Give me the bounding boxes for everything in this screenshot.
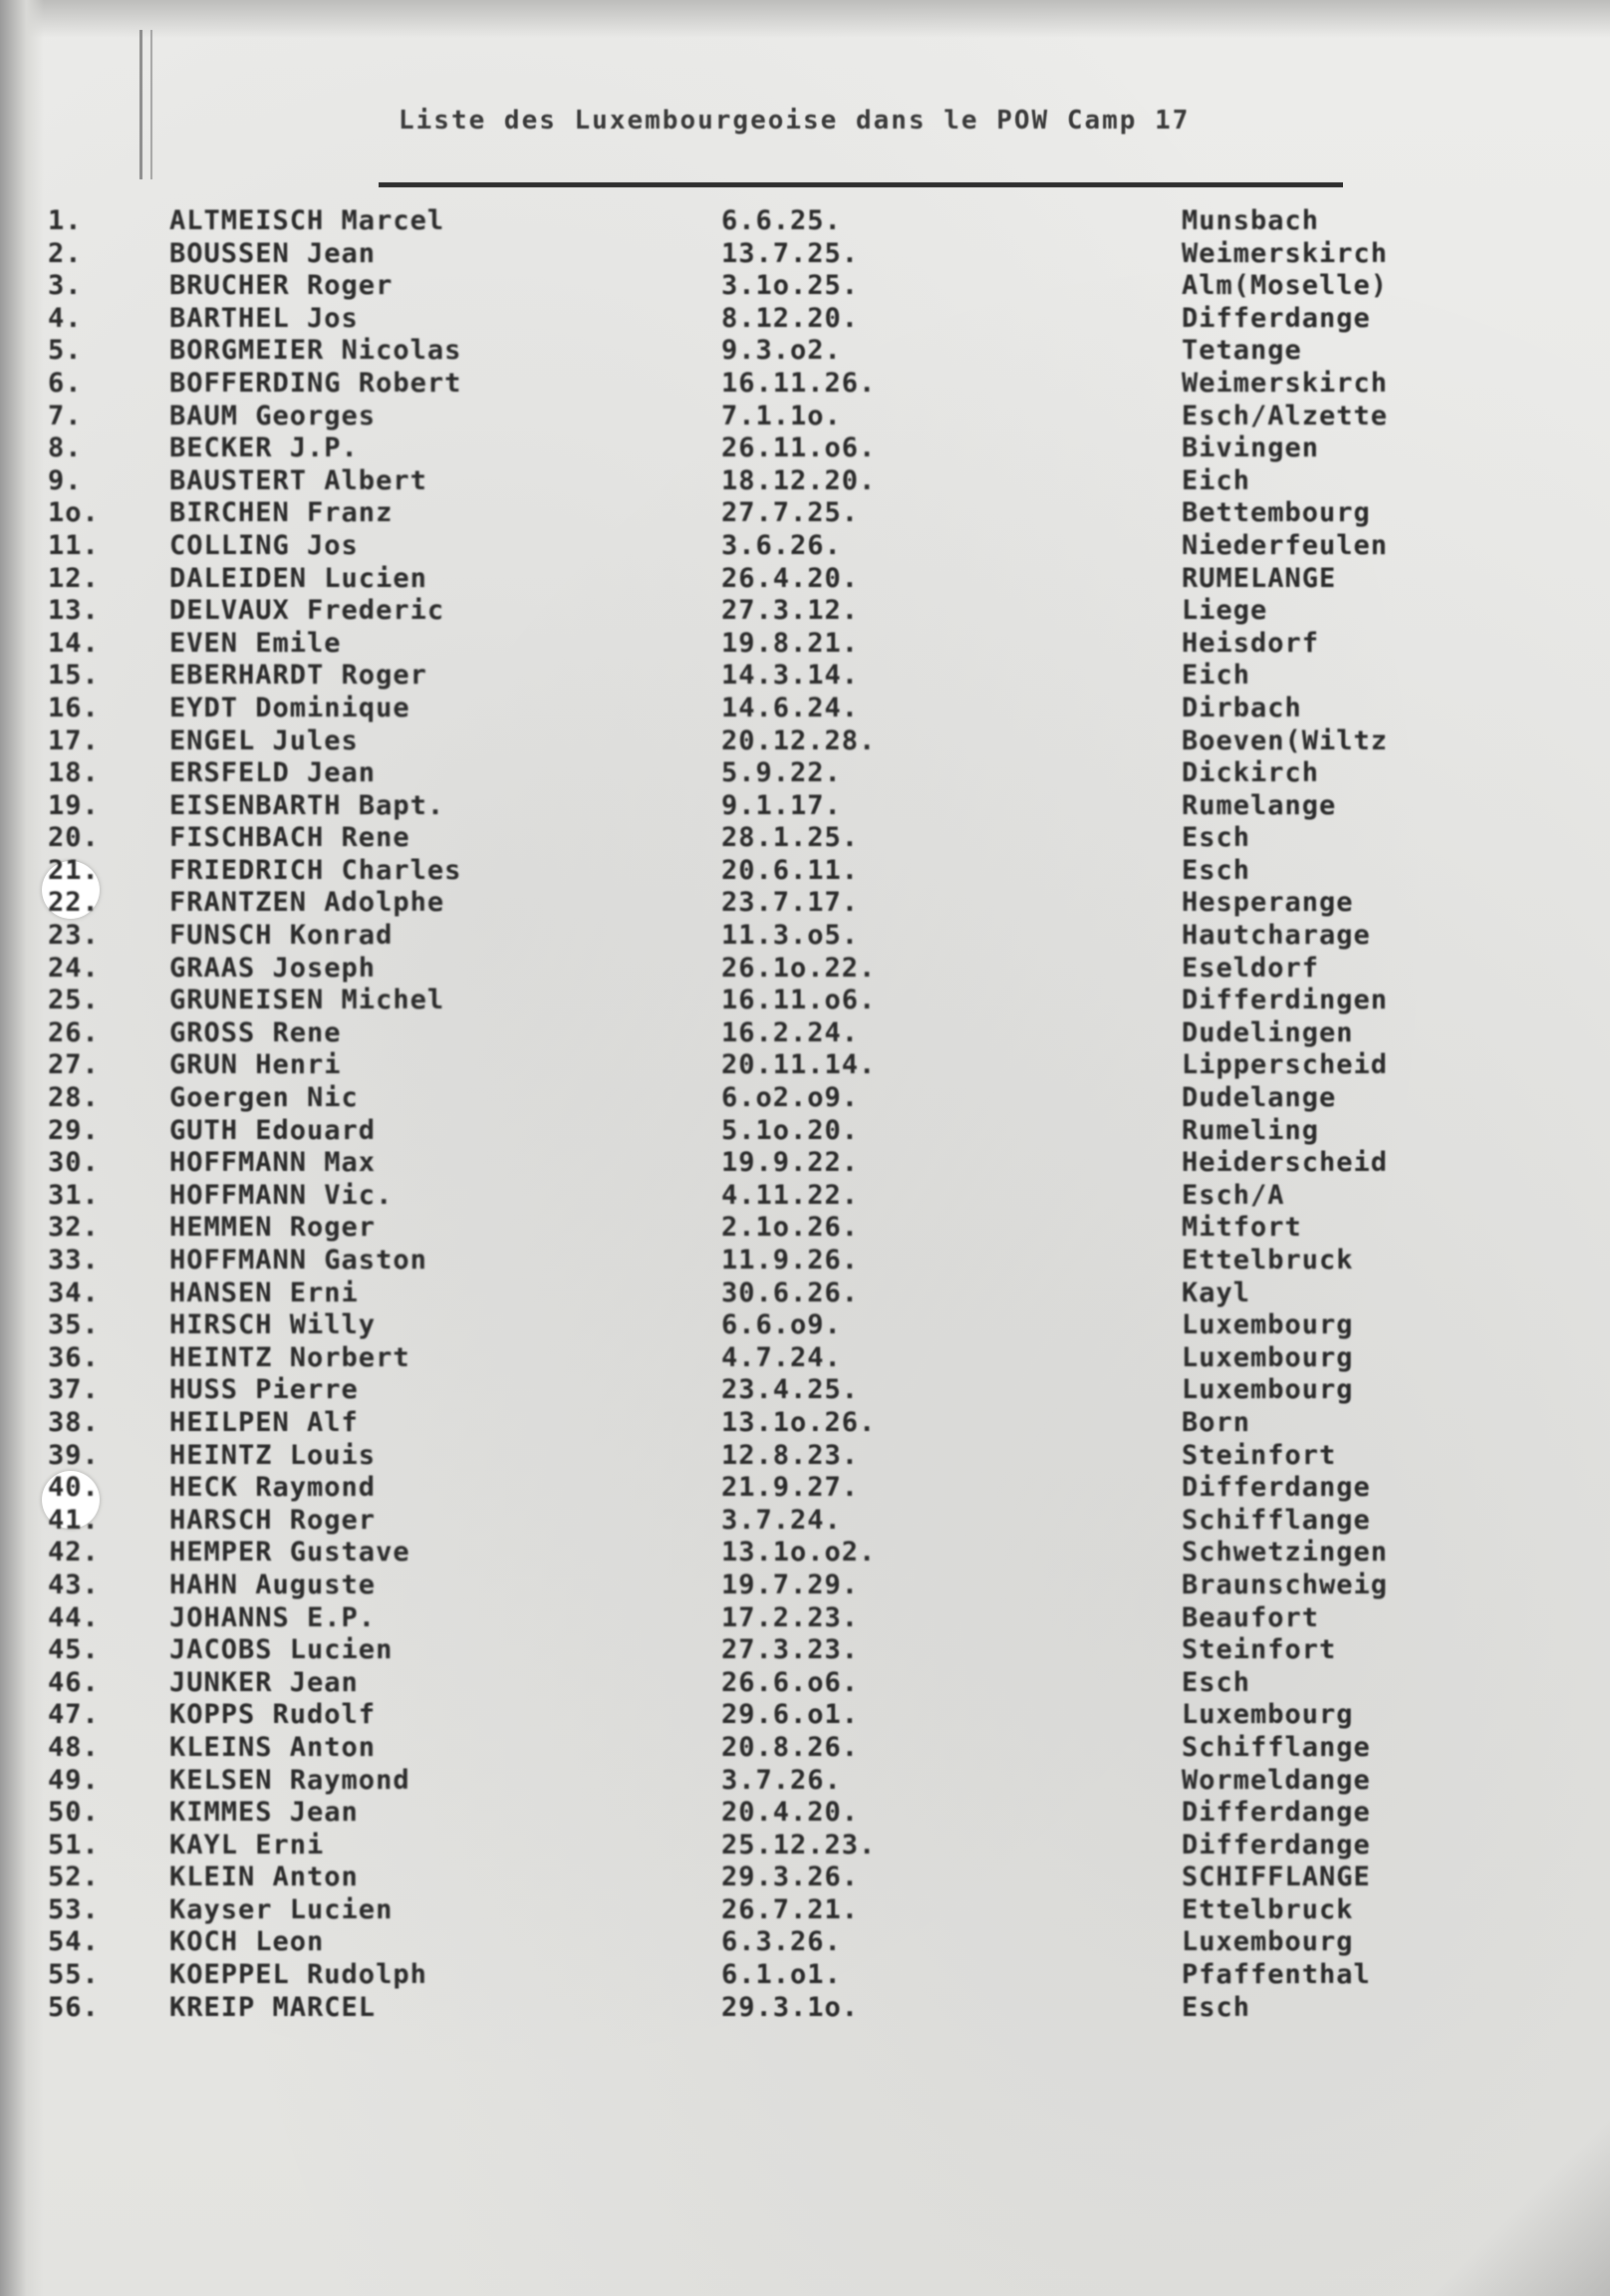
person-name: FRIEDRICH Charles (169, 854, 462, 886)
list-row (48, 660, 1423, 693)
birth-date: 11.3.o5. (721, 920, 860, 952)
person-name: KELSEN Raymond (169, 1764, 410, 1796)
row-number: 40. (48, 1472, 100, 1504)
row-number: 56. (48, 1991, 100, 2023)
row-number: 18. (48, 757, 100, 789)
row-number: 48. (48, 1731, 100, 1763)
person-name: KAYL Erni (169, 1829, 325, 1861)
birth-date: 6.6.25. (721, 205, 842, 236)
person-name: HEINTZ Norbert (169, 1341, 410, 1373)
list-row (48, 1830, 1423, 1863)
person-name: BIRCHEN Franz (169, 497, 394, 529)
person-name: HAHN Auguste (169, 1569, 377, 1600)
birth-date: 20.12.28. (721, 724, 877, 756)
birth-date: 26.1o.22. (721, 952, 877, 984)
birth-date: 29.3.26. (721, 1862, 860, 1893)
birth-place: Differdange (1182, 1797, 1371, 1829)
person-name: FUNSCH Konrad (169, 920, 394, 952)
birth-place: Luxembourg (1182, 1341, 1354, 1373)
birth-place: Heiderscheid (1182, 1147, 1389, 1179)
birth-place: Niederfeulen (1182, 529, 1389, 561)
birth-place: Rumeling (1182, 1114, 1320, 1146)
row-number: 47. (48, 1699, 100, 1731)
list-row (48, 1278, 1423, 1310)
row-number: 14. (48, 627, 100, 659)
person-name: BRUCHER Roger (169, 270, 394, 302)
person-name: GUTH Edouard (169, 1114, 377, 1146)
birth-place: Luxembourg (1182, 1309, 1354, 1341)
birth-date: 13.1o.o2. (721, 1537, 877, 1569)
birth-place: Esch (1182, 1991, 1251, 2023)
list-row (48, 1147, 1423, 1180)
person-name: GROSS Rene (169, 1016, 342, 1048)
birth-place: Mitfort (1182, 1212, 1302, 1244)
birth-place: Esch (1182, 1666, 1251, 1698)
birth-date: 29.6.o1. (721, 1699, 860, 1731)
list-row (48, 1309, 1423, 1342)
birth-date: 2.1o.26. (721, 1212, 860, 1244)
birth-place: Kayl (1182, 1277, 1251, 1308)
row-number: 22. (48, 887, 100, 919)
birth-place: Dirbach (1182, 692, 1302, 723)
birth-place: Weimerskirch (1182, 237, 1389, 269)
birth-date: 14.6.24. (721, 692, 860, 723)
list-row (48, 1505, 1423, 1538)
person-name: FRANTZEN Adolphe (169, 887, 445, 919)
birth-place: Hautcharage (1182, 920, 1371, 952)
title-underline (379, 182, 1343, 187)
row-number: 26. (48, 1016, 100, 1048)
birth-date: 19.7.29. (721, 1569, 860, 1600)
row-number: 6. (48, 367, 83, 399)
row-number: 51. (48, 1829, 100, 1861)
row-number: 28. (48, 1082, 100, 1114)
birth-date: 4.7.24. (721, 1341, 842, 1373)
birth-place: Hesperange (1182, 887, 1354, 919)
list-row (48, 1245, 1423, 1278)
person-name: HEMPER Gustave (169, 1537, 410, 1569)
list-row (48, 1082, 1423, 1115)
birth-place: Bivingen (1182, 432, 1320, 464)
person-name: KREIP MARCEL (169, 1991, 377, 2023)
row-number: 45. (48, 1634, 100, 1666)
list-row (48, 822, 1423, 855)
birth-date: 6.6.o9. (721, 1309, 842, 1341)
row-number: 31. (48, 1179, 100, 1211)
person-name: HECK Raymond (169, 1472, 377, 1504)
person-name: FISCHBACH Rene (169, 822, 410, 854)
birth-place: Steinfort (1182, 1634, 1337, 1666)
list-row (48, 1407, 1423, 1440)
row-number: 46. (48, 1666, 100, 1698)
list-row (48, 1374, 1423, 1407)
row-number: 54. (48, 1926, 100, 1958)
list-row (48, 1862, 1423, 1894)
list-row (48, 1894, 1423, 1927)
birth-date: 3.7.26. (721, 1764, 842, 1796)
person-name: HUSS Pierre (169, 1374, 359, 1406)
row-number: 16. (48, 692, 100, 723)
birth-date: 26.11.o6. (721, 432, 877, 464)
list-row (48, 1732, 1423, 1765)
birth-date: 16.2.24. (721, 1016, 860, 1048)
person-name: HEINTZ Louis (169, 1439, 377, 1471)
birth-date: 9.1.17. (721, 789, 842, 821)
staple-mark (139, 30, 152, 179)
person-name: BECKER J.P. (169, 432, 359, 464)
row-number: 17. (48, 724, 100, 756)
birth-date: 17.2.23. (721, 1601, 860, 1633)
scan-left-edge (0, 0, 44, 2296)
birth-date: 27.3.23. (721, 1634, 860, 1666)
person-name: KLEIN Anton (169, 1862, 359, 1893)
person-name: KOCH Leon (169, 1926, 325, 1958)
birth-place: Ettelbruck (1182, 1893, 1354, 1925)
person-name: KLEINS Anton (169, 1731, 377, 1763)
row-number: 12. (48, 562, 100, 594)
birth-date: 28.1.25. (721, 822, 860, 854)
birth-date: 6.1.o1. (721, 1959, 842, 1991)
row-number: 44. (48, 1601, 100, 1633)
birth-date: 12.8.23. (721, 1439, 860, 1471)
list-row (48, 1765, 1423, 1798)
person-name: ALTMEISCH Marcel (169, 205, 445, 236)
birth-date: 29.3.1o. (721, 1991, 860, 2023)
birth-place: Braunschweig (1182, 1569, 1389, 1600)
person-name: GRAAS Joseph (169, 952, 377, 984)
birth-date: 20.8.26. (721, 1731, 860, 1763)
row-number: 8. (48, 432, 83, 464)
list-row (48, 985, 1423, 1017)
person-name: GRUN Henri (169, 1049, 342, 1081)
row-number: 32. (48, 1212, 100, 1244)
list-row (48, 303, 1423, 336)
birth-date: 20.4.20. (721, 1797, 860, 1829)
birth-date: 14.3.14. (721, 660, 860, 692)
list-row (48, 563, 1423, 596)
birth-date: 21.9.27. (721, 1472, 860, 1504)
list-row (48, 1115, 1423, 1148)
person-name: HOFFMANN Max (169, 1147, 377, 1179)
list-row (48, 953, 1423, 986)
birth-place: Bettembourg (1182, 497, 1371, 529)
row-number: 23. (48, 920, 100, 952)
row-number: 9. (48, 464, 83, 496)
person-name: DALEIDEN Lucien (169, 562, 427, 594)
birth-date: 27.3.12. (721, 595, 860, 627)
list-row (48, 1017, 1423, 1050)
list-row (48, 757, 1423, 790)
person-name: HARSCH Roger (169, 1504, 377, 1536)
birth-place: Heisdorf (1182, 627, 1320, 659)
list-row (48, 1959, 1423, 1992)
birth-date: 11.9.26. (721, 1245, 860, 1276)
birth-place: Lipperscheid (1182, 1049, 1389, 1081)
birth-place: Dudelange (1182, 1082, 1337, 1114)
birth-place: Schifflange (1182, 1504, 1371, 1536)
person-name: EISENBARTH Bapt. (169, 789, 445, 821)
birth-date: 4.11.22. (721, 1179, 860, 1211)
birth-date: 20.11.14. (721, 1049, 877, 1081)
list-row (48, 270, 1423, 303)
person-name: GRUNEISEN Michel (169, 985, 445, 1016)
list-row (48, 1926, 1423, 1959)
birth-place: Luxembourg (1182, 1374, 1354, 1406)
row-number: 4. (48, 302, 83, 334)
list-row (48, 1667, 1423, 1700)
list-row (48, 1440, 1423, 1473)
list-row (48, 1797, 1423, 1830)
birth-date: 16.11.o6. (721, 985, 877, 1016)
list-row (48, 1537, 1423, 1570)
person-name: COLLING Jos (169, 529, 359, 561)
birth-date: 26.6.o6. (721, 1666, 860, 1698)
birth-date: 7.1.1o. (721, 400, 842, 431)
person-name: HOFFMANN Gaston (169, 1245, 427, 1276)
birth-date: 8.12.20. (721, 302, 860, 334)
row-number: 15. (48, 660, 100, 692)
person-name: HANSEN Erni (169, 1277, 359, 1308)
list-row (48, 887, 1423, 920)
birth-place: Alm(Moselle) (1182, 270, 1389, 302)
list-row (48, 432, 1423, 465)
list-row (48, 401, 1423, 433)
prisoner-list (48, 205, 1423, 2024)
row-number: 24. (48, 952, 100, 984)
list-row (48, 1634, 1423, 1667)
birth-place: Weimerskirch (1182, 367, 1389, 399)
birth-place: Munsbach (1182, 205, 1320, 236)
row-number: 35. (48, 1309, 100, 1341)
person-name: KOEPPEL Rudolph (169, 1959, 427, 1991)
person-name: HOFFMANN Vic. (169, 1179, 394, 1211)
row-number: 27. (48, 1049, 100, 1081)
birth-place: Born (1182, 1406, 1251, 1438)
birth-date: 20.6.11. (721, 854, 860, 886)
row-number: 52. (48, 1862, 100, 1893)
birth-place: Esch/A (1182, 1179, 1285, 1211)
row-number: 19. (48, 789, 100, 821)
birth-place: Differdange (1182, 1829, 1371, 1861)
birth-place: Ettelbruck (1182, 1245, 1354, 1276)
birth-place: Dudelingen (1182, 1016, 1354, 1048)
person-name: HEMMEN Roger (169, 1212, 377, 1244)
person-name: BOUSSEN Jean (169, 237, 377, 269)
person-name: BAUM Georges (169, 400, 377, 431)
birth-place: Rumelange (1182, 789, 1337, 821)
birth-date: 3.1o.25. (721, 270, 860, 302)
birth-place: Luxembourg (1182, 1926, 1354, 1958)
row-number: 29. (48, 1114, 100, 1146)
birth-date: 13.7.25. (721, 237, 860, 269)
birth-place: Boeven(Wiltz (1182, 724, 1389, 756)
list-row (48, 1570, 1423, 1602)
person-name: BORGMEIER Nicolas (169, 335, 462, 367)
row-number: 30. (48, 1147, 100, 1179)
row-number: 39. (48, 1439, 100, 1471)
list-row (48, 1180, 1423, 1213)
birth-date: 13.1o.26. (721, 1406, 877, 1438)
birth-date: 23.7.17. (721, 887, 860, 919)
birth-place: Schwetzingen (1182, 1537, 1389, 1569)
person-name: Goergen Nic (169, 1082, 359, 1114)
row-number: 50. (48, 1797, 100, 1829)
list-row (48, 1212, 1423, 1245)
birth-place: Eich (1182, 464, 1251, 496)
list-row (48, 595, 1423, 628)
row-number: 7. (48, 400, 83, 431)
row-number: 25. (48, 985, 100, 1016)
list-row (48, 725, 1423, 758)
person-name: ENGEL Jules (169, 724, 359, 756)
list-row (48, 205, 1423, 238)
birth-place: Differdange (1182, 1472, 1371, 1504)
list-row (48, 1049, 1423, 1082)
birth-date: 3.7.24. (721, 1504, 842, 1536)
birth-place: Dickirch (1182, 757, 1320, 789)
person-name: BAUSTERT Albert (169, 464, 427, 496)
birth-place: Esch/Alzette (1182, 400, 1389, 431)
birth-place: Eseldorf (1182, 952, 1320, 984)
row-number: 34. (48, 1277, 100, 1308)
row-number: 21. (48, 854, 100, 886)
row-number: 55. (48, 1959, 100, 1991)
person-name: EBERHARDT Roger (169, 660, 427, 692)
birth-date: 6.3.26. (721, 1926, 842, 1958)
list-row (48, 1699, 1423, 1732)
birth-date: 3.6.26. (721, 529, 842, 561)
person-name: HEILPEN Alf (169, 1406, 359, 1438)
list-row (48, 238, 1423, 271)
birth-place: Differdange (1182, 302, 1371, 334)
birth-date: 23.4.25. (721, 1374, 860, 1406)
birth-date: 30.6.26. (721, 1277, 860, 1308)
birth-place: Tetange (1182, 335, 1302, 367)
birth-place: Pfaffenthal (1182, 1959, 1371, 1991)
birth-date: 27.7.25. (721, 497, 860, 529)
row-number: 41. (48, 1504, 100, 1536)
list-row (48, 368, 1423, 401)
birth-place: Wormeldange (1182, 1764, 1371, 1796)
scan-top-shadow (0, 0, 1610, 38)
row-number: 11. (48, 529, 100, 561)
person-name: EYDT Dominique (169, 692, 410, 723)
row-number: 37. (48, 1374, 100, 1406)
list-row (48, 1602, 1423, 1635)
list-row (48, 1342, 1423, 1375)
row-number: 42. (48, 1537, 100, 1569)
list-row (48, 790, 1423, 823)
person-name: BOFFERDING Robert (169, 367, 462, 399)
birth-date: 16.11.26. (721, 367, 877, 399)
birth-date: 9.3.o2. (721, 335, 842, 367)
row-number: 53. (48, 1893, 100, 1925)
birth-date: 26.7.21. (721, 1893, 860, 1925)
birth-date: 19.8.21. (721, 627, 860, 659)
list-row (48, 497, 1423, 530)
row-number: 33. (48, 1245, 100, 1276)
birth-place: Differdingen (1182, 985, 1389, 1016)
row-number: 38. (48, 1406, 100, 1438)
birth-date: 18.12.20. (721, 464, 877, 496)
birth-date: 26.4.20. (721, 562, 860, 594)
list-row (48, 335, 1423, 368)
birth-place: Schifflange (1182, 1731, 1371, 1763)
list-row (48, 465, 1423, 498)
person-name: JOHANNS E.P. (169, 1601, 377, 1633)
list-row (48, 693, 1423, 725)
row-number: 2. (48, 237, 83, 269)
row-number: 49. (48, 1764, 100, 1796)
person-name: ERSFELD Jean (169, 757, 377, 789)
row-number: 13. (48, 595, 100, 627)
person-name: DELVAUX Frederic (169, 595, 445, 627)
list-row (48, 1472, 1423, 1505)
list-row (48, 920, 1423, 953)
birth-place: SCHIFFLANGE (1182, 1862, 1371, 1893)
birth-date: 5.9.22. (721, 757, 842, 789)
birth-date: 25.12.23. (721, 1829, 877, 1861)
person-name: HIRSCH Willy (169, 1309, 377, 1341)
person-name: JUNKER Jean (169, 1666, 359, 1698)
birth-date: 6.o2.o9. (721, 1082, 860, 1114)
row-number: 3. (48, 270, 83, 302)
row-number: 1. (48, 205, 83, 236)
birth-place: Eich (1182, 660, 1251, 692)
birth-place: Esch (1182, 854, 1251, 886)
birth-place: Luxembourg (1182, 1699, 1354, 1731)
row-number: 43. (48, 1569, 100, 1600)
list-row (48, 530, 1423, 563)
birth-date: 19.9.22. (721, 1147, 860, 1179)
person-name: KIMMES Jean (169, 1797, 359, 1829)
row-number: 36. (48, 1341, 100, 1373)
birth-place: Beaufort (1182, 1601, 1320, 1633)
document-title: Liste des Luxembourgeoise dans le POW Camp 17 (399, 106, 1191, 136)
row-number: 20. (48, 822, 100, 854)
list-row (48, 1992, 1423, 2025)
person-name: EVEN Emile (169, 627, 342, 659)
row-number: 1o. (48, 497, 100, 529)
scan-corner-noise (1411, 2097, 1610, 2296)
birth-place: RUMELANGE (1182, 562, 1337, 594)
person-name: Kayser Lucien (169, 1893, 394, 1925)
list-row (48, 628, 1423, 661)
birth-place: Steinfort (1182, 1439, 1337, 1471)
person-name: KOPPS Rudolf (169, 1699, 377, 1731)
person-name: JACOBS Lucien (169, 1634, 394, 1666)
person-name: BARTHEL Jos (169, 302, 359, 334)
birth-place: Liege (1182, 595, 1268, 627)
birth-date: 5.1o.20. (721, 1114, 860, 1146)
list-row (48, 855, 1423, 888)
row-number: 5. (48, 335, 83, 367)
birth-place: Esch (1182, 822, 1251, 854)
